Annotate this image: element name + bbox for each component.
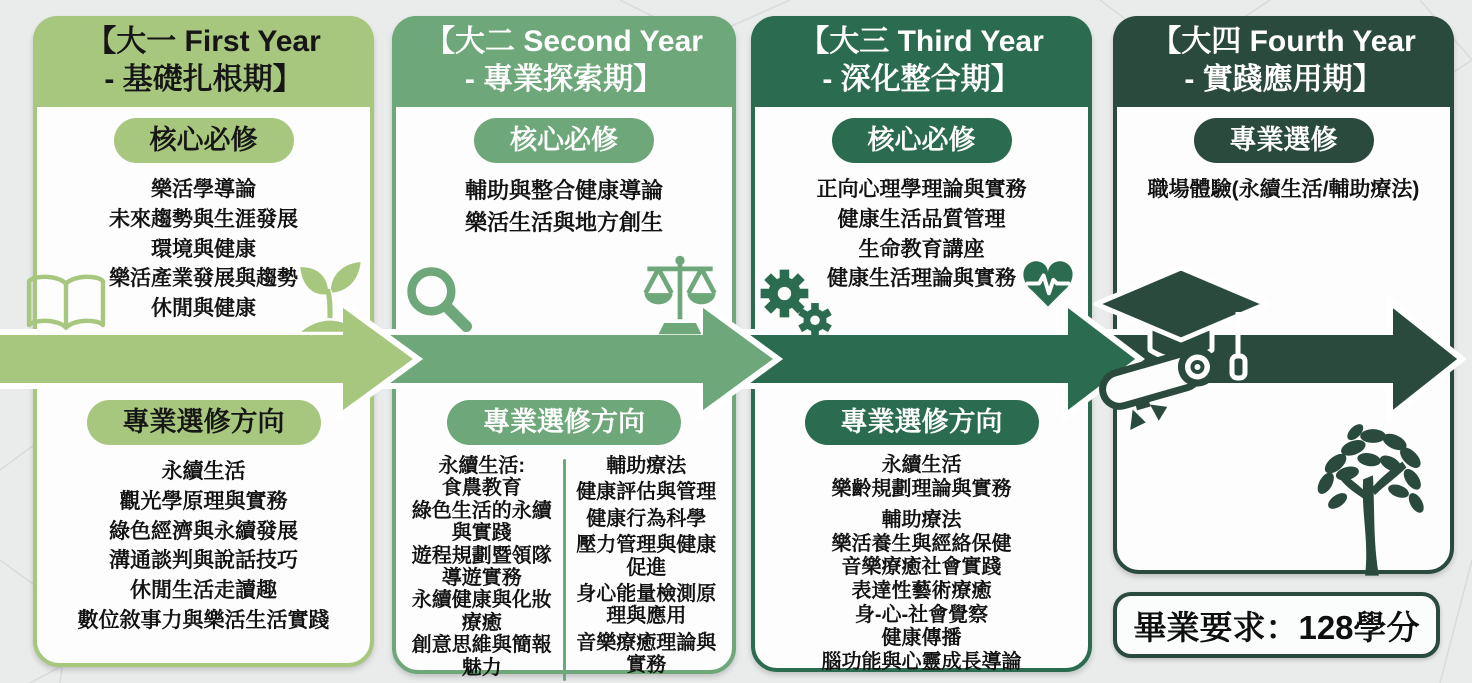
list-item: 腦功能與心靈成長導論 <box>821 650 1022 673</box>
list-item: 輔助療法 <box>606 455 687 477</box>
list-item: 樂活生活與地方創生 <box>464 209 663 235</box>
year3-elective-group1 <box>755 454 1088 501</box>
list-item: 音樂療癒社會實踐 <box>841 556 1002 579</box>
list-item: 永續生活 <box>161 460 246 483</box>
list-item: 樂齡規劃理論與實務 <box>831 477 1012 500</box>
list-item: 身-心-社會覺察 <box>854 603 989 626</box>
list-item: 健康生活理論與實務 <box>827 267 1016 291</box>
sprout-icon <box>296 256 364 336</box>
year1-elective-badge: 專業選修方向 <box>87 400 321 445</box>
scales-icon <box>638 252 722 338</box>
elective-divider <box>563 459 566 681</box>
year4-title-line2: - 實踐應用期】 <box>1184 62 1383 96</box>
year2-elective-section <box>396 400 732 681</box>
list-item: 健康評估與管理 <box>576 481 717 504</box>
list-item: 休閒與健康 <box>151 297 256 321</box>
list-item: 溝通談判與說話技巧 <box>109 549 298 573</box>
list-item: 永續生活 <box>881 454 962 476</box>
year4-course-list <box>1117 175 1450 205</box>
list-item: 數位敘事力與樂活生活實踐 <box>77 609 330 633</box>
year4-elective-badge: 專業選修 <box>1194 118 1374 163</box>
year1-header <box>33 16 374 107</box>
year2-elective-right-list <box>567 455 727 681</box>
list-item: 壓力管理與健康促進 <box>576 534 717 579</box>
year1-title-line2: - 基礎扎根期】 <box>104 62 303 96</box>
year1-title-line1: 【大一 First Year <box>86 25 321 58</box>
list-item: 創意思維與簡報魅力 <box>411 634 552 679</box>
list-item: 職場體驗(永續生活/輔助療法) <box>1147 178 1420 201</box>
year2-core-course-list <box>396 175 732 239</box>
list-item: 生命教育講座 <box>858 237 985 261</box>
year3-elective-section <box>755 400 1088 674</box>
list-item: 觀光學原理與實務 <box>119 489 288 513</box>
list-item: 健康傳播 <box>881 627 962 650</box>
year2-elective-left-list <box>402 455 562 681</box>
list-item: 遊程規劃暨領隊導遊實務 <box>411 544 552 589</box>
list-item: 環境與健康 <box>151 237 256 261</box>
year3-header <box>751 16 1092 107</box>
graduation-cap-icon <box>1086 256 1276 438</box>
year2-title-line1: 【大二 Second Year <box>425 25 703 58</box>
tree-icon <box>1312 418 1430 578</box>
list-item: 樂活學導論 <box>151 178 256 201</box>
open-book-icon <box>22 272 110 336</box>
year3-title-line1: 【大三 Third Year <box>799 25 1044 58</box>
graduation-requirement-box <box>1113 592 1440 658</box>
list-item: 表達性藝術療癒 <box>851 579 992 602</box>
list-item: 樂活養生與經絡保健 <box>831 532 1012 555</box>
list-item: 永續健康與化妝療癒 <box>411 589 552 634</box>
heart-pulse-icon <box>1016 256 1080 318</box>
year3-title-line2: - 深化整合期】 <box>822 62 1021 96</box>
year4-title-line1: 【大四 Fourth Year <box>1151 25 1416 58</box>
list-item: 身心能量檢測原理與應用 <box>576 582 717 628</box>
year2-header <box>392 16 736 107</box>
list-item: 正向心理學理論與實務 <box>816 178 1027 201</box>
year2-elective-badge: 專業選修方向 <box>447 400 681 445</box>
year3-elective-badge: 專業選修方向 <box>805 400 1039 445</box>
year4-header <box>1113 16 1454 107</box>
list-item: 健康生活品質管理 <box>837 207 1006 231</box>
list-item: 樂活產業發展與趨勢 <box>109 267 298 291</box>
year1-elective-course-list <box>37 457 370 636</box>
list-item: 綠色經濟與永續發展 <box>109 519 298 543</box>
list-item: 綠色生活的永續與實踐 <box>411 499 552 545</box>
list-item: 輔助療法 <box>881 509 962 532</box>
list-item: 食農教育 <box>441 477 522 500</box>
list-item: 音樂療癒理論與實務 <box>576 631 717 677</box>
list-item: 輔助與整合健康導論 <box>464 178 663 203</box>
list-item: 永續生活: <box>438 455 526 477</box>
year2-core-badge: 核心必修 <box>474 118 654 163</box>
year1-core-badge: 核心必修 <box>114 118 294 163</box>
list-item: 休閒生活走讀趣 <box>130 579 277 603</box>
graduation-requirement-text: 畢業要求：128學分 <box>1133 608 1420 646</box>
magnifier-icon <box>404 264 472 332</box>
year3-elective-group2 <box>755 509 1088 674</box>
list-item: 健康行為科學 <box>586 507 707 530</box>
year3-core-badge: 核心必修 <box>832 118 1012 163</box>
year1-elective-section <box>37 400 370 636</box>
list-item: 未來趨勢與生涯發展 <box>109 207 298 231</box>
gears-icon <box>752 266 836 342</box>
year2-title-line2: - 專業探索期】 <box>464 62 664 96</box>
